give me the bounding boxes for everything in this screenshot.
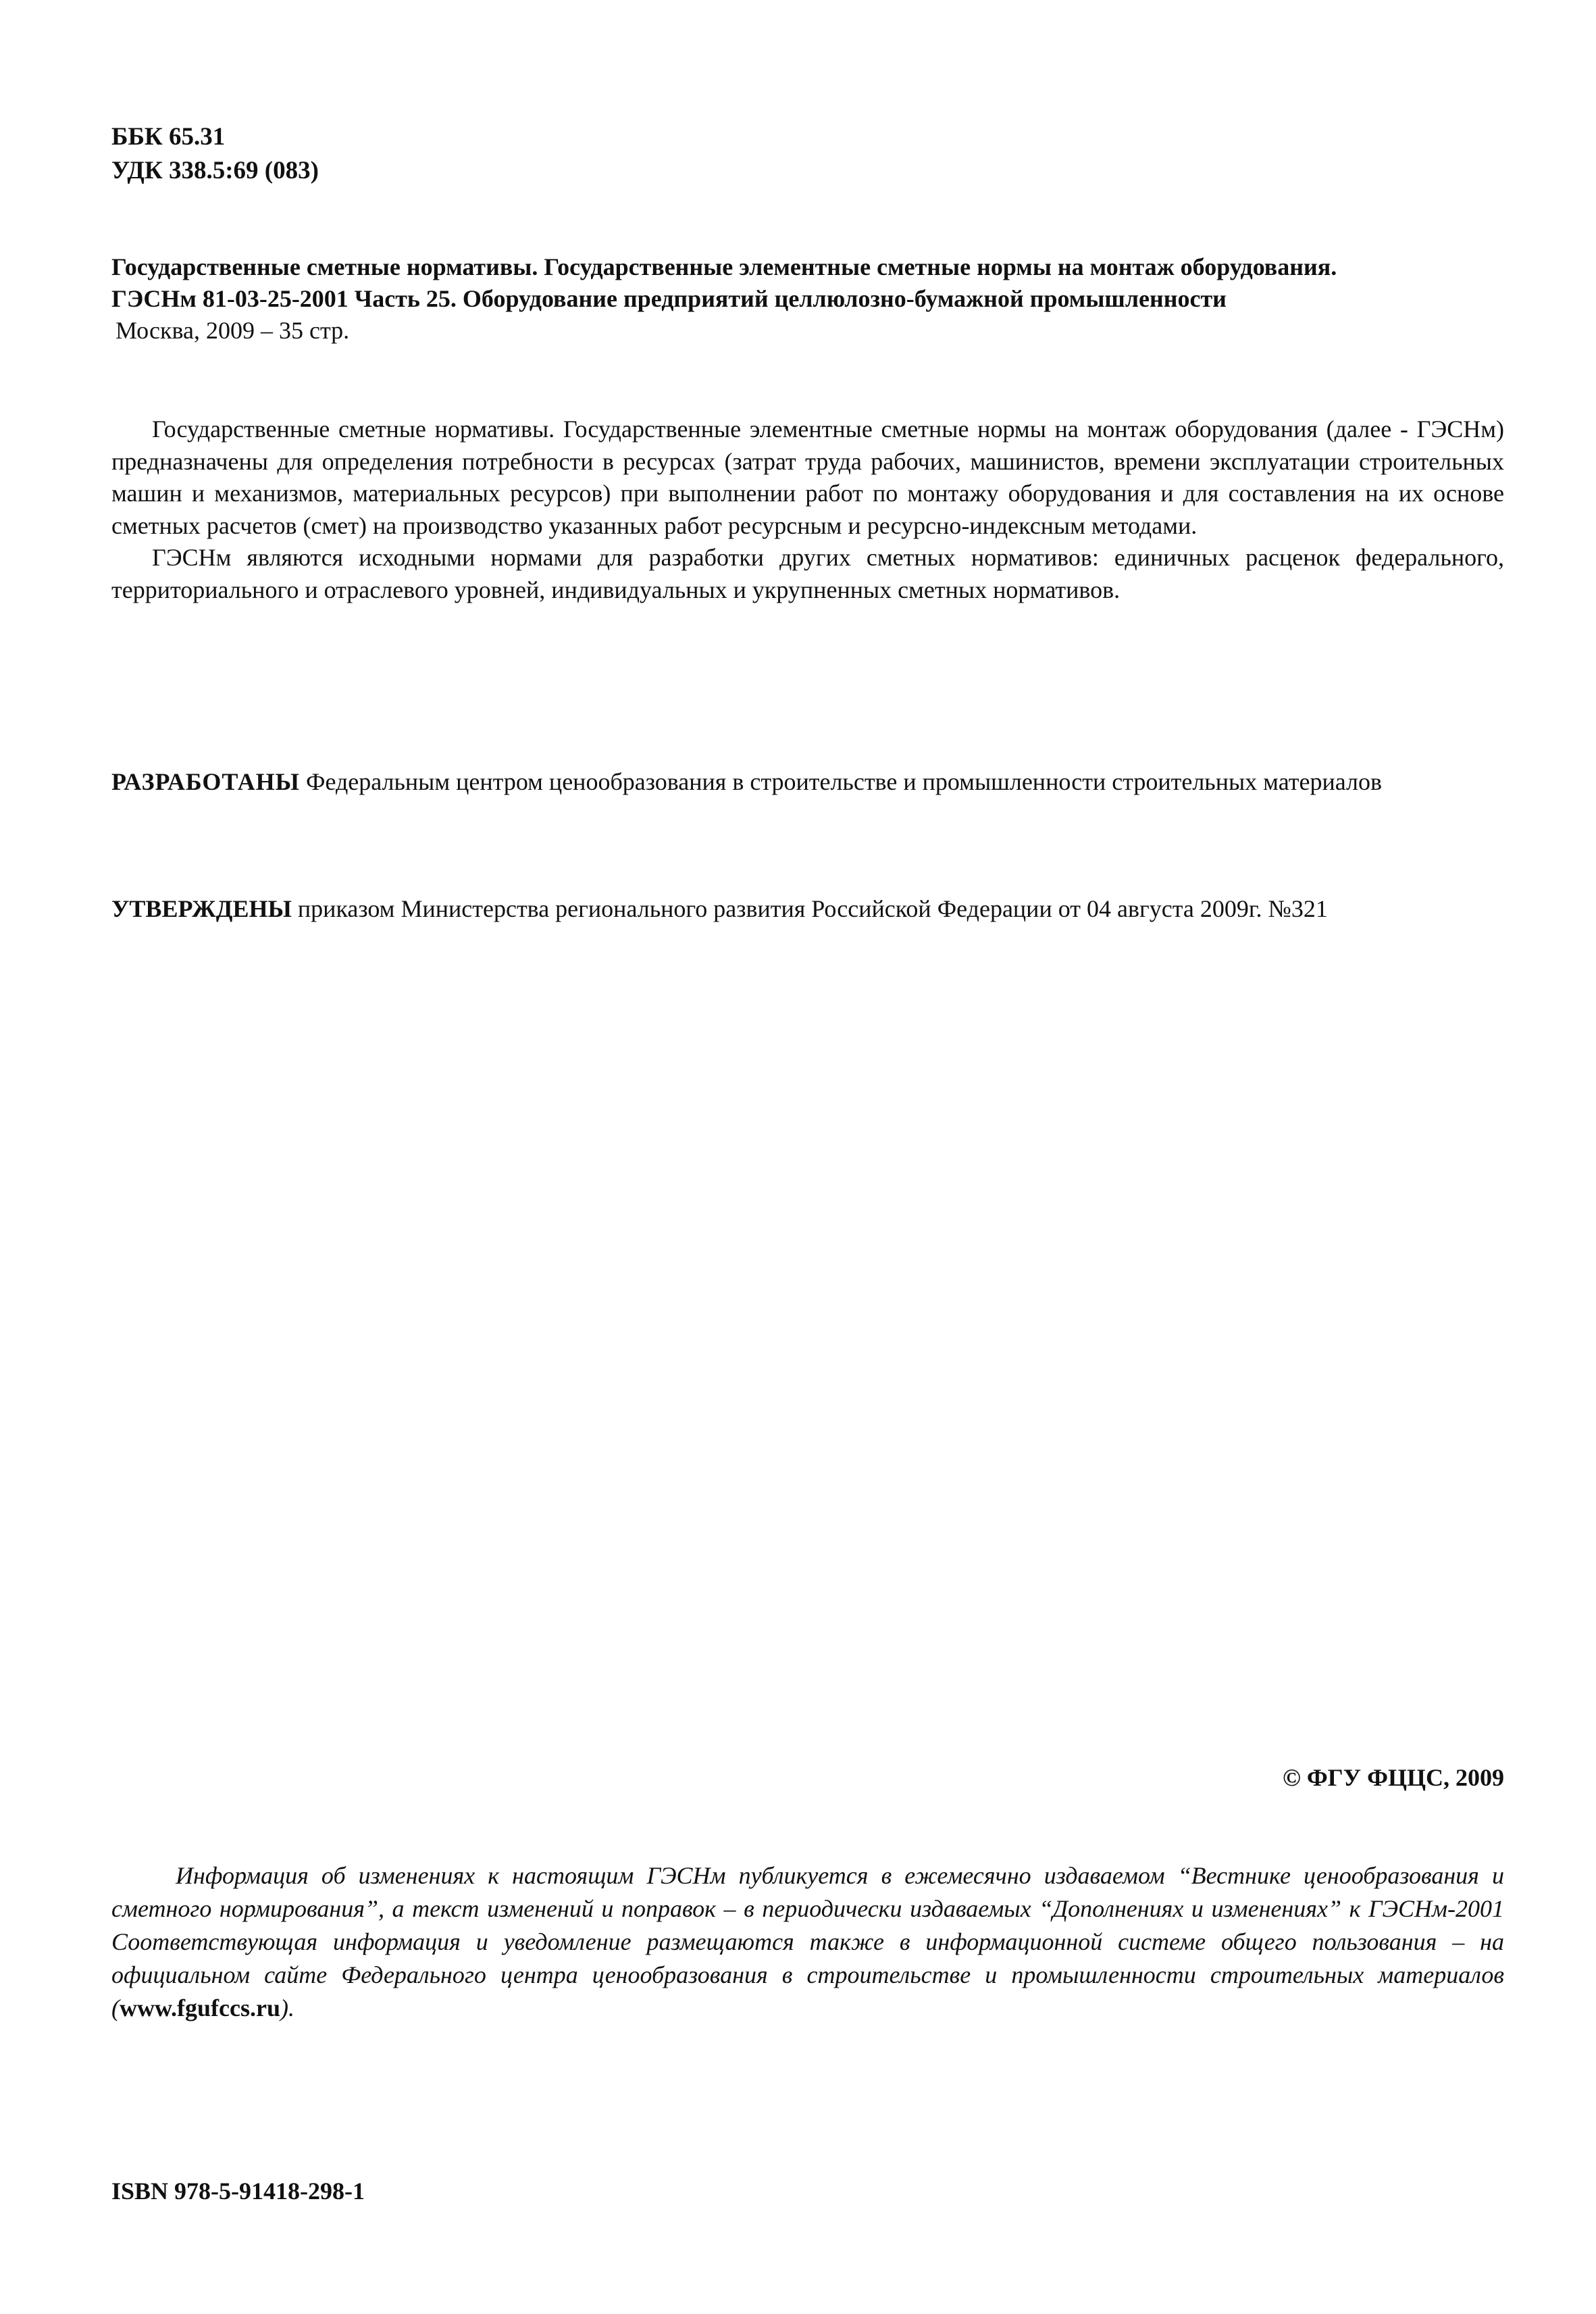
- approved-label: УТВЕРЖДЕНЫ: [111, 895, 292, 922]
- approved-text: приказом Министерства регионального развития Российской Федерации от 04 августа 2009г. №321: [297, 895, 1328, 922]
- bib-title: Государственные сметные нормативы. Государственные элементные сметные нормы на монтаж оборудования.: [111, 253, 1337, 280]
- copyright-line: © ФГУ ФЦЦС, 2009: [1282, 1764, 1504, 1791]
- abstract: [111, 413, 1504, 606]
- bib-code: ГЭСНм 81-03-25-2001 Часть 25. Оборудование предприятий целлюлозно-бумажной промышленности: [111, 284, 1227, 312]
- notice-text: Информация об изменениях к настоящим ГЭСНм публикуется в ежемесячно издаваемом “Вестнике ценообразования и сметного нормирования”, а текст изменений и поправок – в периодически издаваемых “Дополнениях и изменениях” к ГЭСНм-2001 Соответствующая информация и уведомление размещаются также в информационной системе общего пользования – на официальном сайте Федерального центра ценообразования в строительстве и промышленности строительных материалов (: [111, 1862, 1504, 2021]
- document-page: [111, 0, 1504, 2314]
- bbk-code: ББК 65.31: [111, 123, 226, 151]
- notice-tail: ).: [280, 1994, 294, 2021]
- developed-by: [111, 766, 1504, 799]
- bib-place: Москва, 2009 – 35 стр.: [115, 316, 350, 344]
- classification-codes: [111, 120, 1504, 188]
- developed-label: РАЗРАБОТАНЫ: [111, 768, 300, 795]
- update-notice: [111, 1859, 1504, 2025]
- abstract-paragraph: ГЭСНм являются исходными нормами для разработки других сметных нормативов: единичных расценок федерального, территориального и отраслевого уровней, индивидуальных и укрупненных сметных нормативов.: [111, 544, 1504, 603]
- bibliographic-record: [111, 251, 1504, 346]
- approved-by: [111, 893, 1504, 926]
- abstract-paragraph: Государственные сметные нормативы. Государственные элементные сметные нормы на монтаж оборудования (далее - ГЭСНм) предназначены для определения потребности в ресурсах (затрат труда рабочих, машинистов, времени эксплуатации строительных машин и механизмов, материальных ресурсов) при выполнении работ по монтажу оборудования и для составления на их основе сметных расчетов (смет) на производство указанных работ ресурсным и ресурсно-индексным методами.: [111, 416, 1504, 539]
- developed-text: Федеральным центром ценообразования в строительстве и промышленности строительных материалов: [306, 768, 1382, 795]
- website-link[interactable]: www.fgufccs.ru: [120, 1994, 280, 2021]
- udk-code: УДК 338.5:69 (083): [111, 156, 319, 184]
- isbn: ISBN 978-5-91418-298-1: [111, 2178, 365, 2205]
